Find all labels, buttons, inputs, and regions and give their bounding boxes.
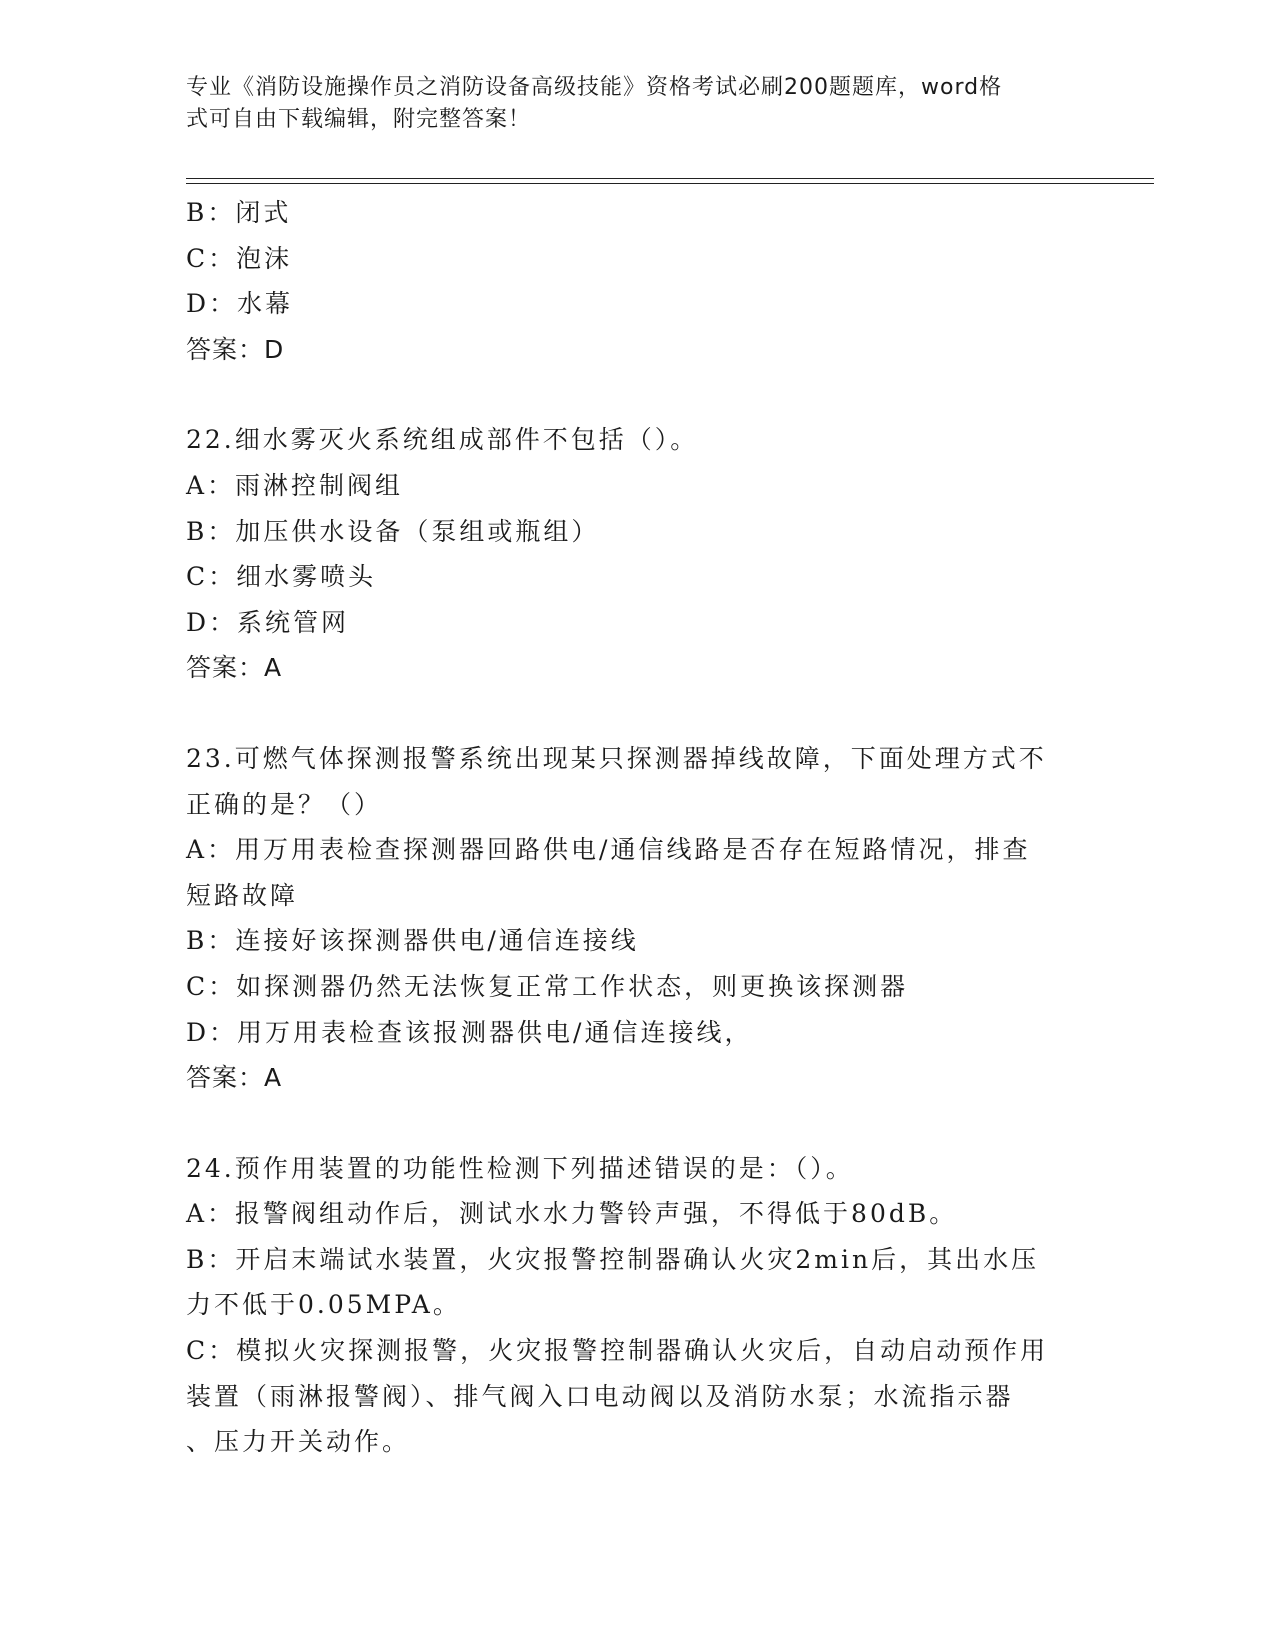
- question-stem-line-2: 正确的是？（）: [186, 789, 383, 819]
- option-a-line-1: A：用万用表检查探测器回路供电/通信线路是否存在短路情况，排查: [186, 835, 1031, 865]
- question-stem-line-1: 23.可燃气体探测报警系统出现某只探测器掉线故障，下面处理方式不: [186, 743, 1047, 773]
- option-c-line-3: 、压力开关动作。: [186, 1427, 411, 1457]
- option-c-line-1: C：模拟火灾探测报警，火灾报警控制器确认火灾后，自动启动预作用: [186, 1336, 1049, 1366]
- option-a: A：报警阀组动作后，测试水水力警铃声强，不得低于80dB。: [186, 1199, 958, 1229]
- header-divider-top: [186, 178, 1154, 179]
- option-d: D：系统管网: [186, 607, 350, 637]
- option-b-line-2: 力不低于0.05MPA。: [186, 1290, 461, 1320]
- option-c-line-2: 装置（雨淋报警阀）、排气阀入口电动阀以及消防水泵；水流指示器: [186, 1381, 1014, 1411]
- question-stem: 22.细水雾灭火系统组成部件不包括（）。: [186, 425, 699, 455]
- option-c: C：如探测器仍然无法恢复正常工作状态，则更换该探测器: [186, 971, 909, 1001]
- answer-line: 答案：A: [186, 653, 283, 683]
- option-b: B：连接好该探测器供电/通信连接线: [186, 926, 639, 956]
- header-line-1: 专业《消防设施操作员之消防设备高级技能》资格考试必刷200题题库，word格: [186, 75, 1003, 100]
- answer-line: 答案：A: [186, 1063, 283, 1093]
- question-23-block: [186, 736, 1066, 1101]
- option-d: D：用万用表检查该报测器供电/通信连接线，: [186, 1017, 753, 1047]
- option-c: C：泡沫: [186, 243, 293, 273]
- option-d: D：水幕: [186, 289, 294, 319]
- option-b: B：闭式: [186, 198, 292, 227]
- question-stem: 24.预作用装置的功能性检测下列描述错误的是：（）。: [186, 1153, 854, 1183]
- question-24-block: [186, 1146, 1066, 1465]
- option-c: C：细水雾喷头: [186, 562, 377, 592]
- option-b: B：加压供水设备（泵组或瓶组）: [186, 516, 600, 546]
- answer-line: 答案：D: [186, 334, 285, 364]
- header-line-2: 式可自由下载编辑，附完整答案！: [186, 107, 532, 132]
- question-22-block: [186, 417, 1066, 691]
- prev-question-block: [186, 190, 1066, 372]
- option-b-line-1: B：开启末端试水装置，火灾报警控制器确认火灾2min后，其出水压: [186, 1244, 1040, 1274]
- question-content: [186, 190, 1066, 1465]
- document-header: [186, 72, 1066, 136]
- option-a: A：雨淋控制阀组: [186, 470, 404, 500]
- header-divider-bottom: [186, 183, 1154, 184]
- option-a-line-2: 短路故障: [186, 880, 299, 910]
